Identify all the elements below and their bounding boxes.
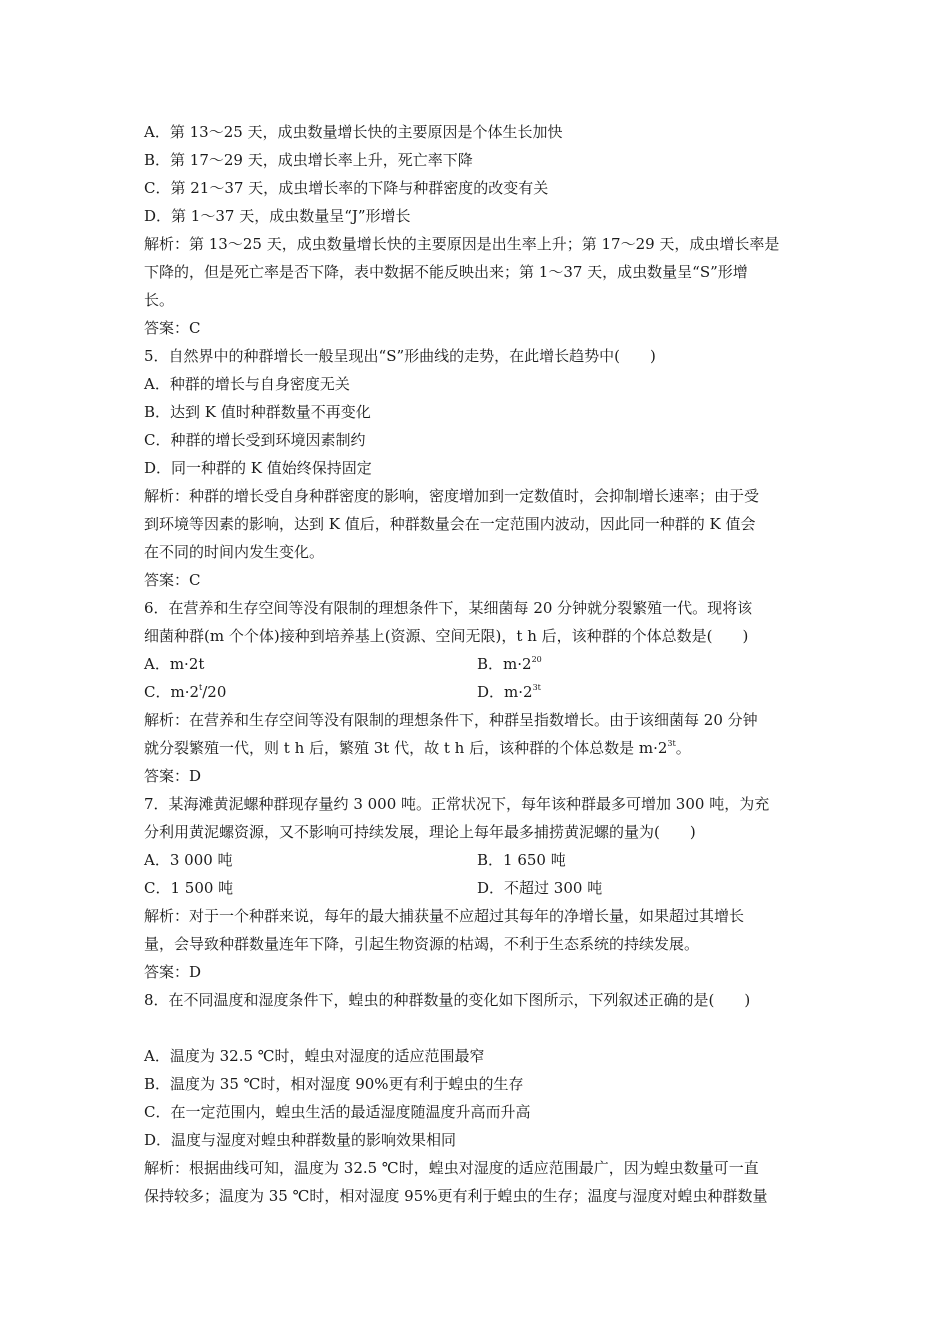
q8-analysis-line: 解析：根据曲线可知，温度为 32.5 ℃时，蝗虫对湿度的适应范围最广，因为蝗虫数量可一直 bbox=[144, 1159, 759, 1177]
q6-answer: 答案：D bbox=[144, 767, 202, 785]
q6-stem-line: 6．在营养和生存空间等没有限制的理想条件下，某细菌每 20 分钟就分裂繁殖一代。现将该 bbox=[144, 599, 753, 617]
q7-option-b: B．1 650 吨 bbox=[477, 851, 566, 869]
q7-stem-line: 分利用黄泥螺资源，又不影响可持续发展，理论上每年最多捕捞黄泥螺的量为( ) bbox=[144, 823, 696, 841]
q4-analysis-line: 长。 bbox=[144, 291, 175, 309]
q5-analysis-line: 在不同的时间内发生变化。 bbox=[144, 543, 325, 561]
q4-option-c: C．第 21～37 天，成虫增长率的下降与种群密度的改变有关 bbox=[144, 179, 549, 197]
q7-option-c: C．1 500 吨 bbox=[144, 879, 234, 897]
q7-option-d: D．不超过 300 吨 bbox=[477, 879, 603, 897]
q6-option-b-exponent: 20 bbox=[531, 655, 542, 664]
q5-option-c: C．种群的增长受到环境因素制约 bbox=[144, 431, 366, 449]
q6-options-row-2 bbox=[144, 678, 810, 706]
q6-option-c-base: C．m·2 bbox=[144, 683, 200, 701]
q7-options-row-2 bbox=[144, 874, 810, 902]
q6-analysis-last-base: 就分裂繁殖一代，则 t h 后，繁殖 3t 代，故 t h 后，该种群的个体总数是 m·2 bbox=[144, 739, 668, 757]
q4-option-b: B．第 17～29 天，成虫增长率上升，死亡率下降 bbox=[144, 151, 473, 169]
q5-option-b: B．达到 K 值时种群数量不再变化 bbox=[144, 403, 371, 421]
q6-analysis-line-last bbox=[144, 734, 810, 762]
q5-answer: 答案：C bbox=[144, 571, 201, 589]
q5-analysis-line: 到环境等因素的影响，达到 K 值后，种群数量会在一定范围内波动，因此同一种群的 K 值会 bbox=[144, 515, 756, 533]
q5-stem: 5．自然界中的种群增长一般呈现出“S”形曲线的走势，在此增长趋势中( ) bbox=[144, 347, 656, 365]
q6-stem-line: 细菌种群(m 个个体)接种到培养基上(资源、空间无限)，t h 后，该种群的个体总数是( ) bbox=[144, 627, 749, 645]
q7-analysis-line: 量，会导致种群数量连年下降，引起生物资源的枯竭，不利于生态系统的持续发展。 bbox=[144, 935, 700, 953]
q5-option-d: D．同一种群的 K 值始终保持固定 bbox=[144, 459, 372, 477]
figure-placeholder bbox=[144, 1014, 810, 1042]
q4-analysis-line: 下降的，但是死亡率是否下降，表中数据不能反映出来；第 1～37 天，成虫数量呈“S”形增 bbox=[144, 263, 748, 281]
q6-option-c-exponent: t bbox=[199, 683, 203, 692]
q4-answer: 答案：C bbox=[144, 319, 201, 337]
q8-option-d: D．温度与湿度对蝗虫种群数量的影响效果相同 bbox=[144, 1131, 457, 1149]
q6-option-a: A．m·2t bbox=[144, 655, 205, 673]
q8-option-a: A．温度为 32.5 ℃时，蝗虫对湿度的适应范围最窄 bbox=[144, 1047, 485, 1065]
q6-option-d-base: D．m·2 bbox=[477, 683, 533, 701]
q7-options-row-1 bbox=[144, 846, 810, 874]
q6-options-row-1 bbox=[144, 650, 810, 678]
q5-analysis-line: 解析：种群的增长受自身种群密度的影响，密度增加到一定数值时，会抑制增长速率；由于受 bbox=[144, 487, 760, 505]
q7-stem-line: 7．某海滩黄泥螺种群现存量约 3 000 吨。正常状况下，每年该种群最多可增加 300 吨，为充 bbox=[144, 795, 770, 813]
q6-option-c-tail: /20 bbox=[202, 683, 227, 701]
q6-option-c bbox=[144, 678, 477, 706]
q6-option-b-base: B．m·2 bbox=[477, 655, 532, 673]
document-page bbox=[144, 118, 810, 1210]
q6-option-d-exponent: 3t bbox=[532, 683, 541, 692]
q6-option-b bbox=[477, 650, 810, 678]
q7-option-a: A．3 000 吨 bbox=[144, 851, 233, 869]
q6-analysis-last-tail: 。 bbox=[675, 739, 691, 757]
q5-option-a: A．种群的增长与自身密度无关 bbox=[144, 375, 350, 393]
q4-analysis-line: 解析：第 13～25 天，成虫数量增长快的主要原因是出生率上升；第 17～29 天，成虫增长率是 bbox=[144, 235, 780, 253]
q6-analysis-exponent: 3t bbox=[667, 739, 676, 748]
q7-analysis-line: 解析：对于一个种群来说，每年的最大捕获量不应超过其每年的净增长量，如果超过其增长 bbox=[144, 907, 745, 925]
q6-option-d bbox=[477, 678, 810, 706]
q7-answer: 答案：D bbox=[144, 963, 202, 981]
q4-option-a: A．第 13～25 天，成虫数量增长快的主要原因是个体生长加快 bbox=[144, 123, 563, 141]
q8-stem: 8．在不同温度和湿度条件下，蝗虫的种群数量的变化如下图所示，下列叙述正确的是( ) bbox=[144, 991, 751, 1009]
q4-option-d: D．第 1～37 天，成虫数量呈“J”形增长 bbox=[144, 207, 411, 225]
q8-analysis-line: 保持较多；温度为 35 ℃时，相对湿度 95%更有利于蝗虫的生存；温度与湿度对蝗虫种群数量 bbox=[144, 1187, 768, 1205]
q8-option-c: C．在一定范围内，蝗虫生活的最适湿度随温度升高而升高 bbox=[144, 1103, 531, 1121]
q6-analysis-line: 解析：在营养和生存空间等没有限制的理想条件下，种群呈指数增长。由于该细菌每 20 分钟 bbox=[144, 711, 758, 729]
q8-option-b: B．温度为 35 ℃时，相对湿度 90%更有利于蝗虫的生存 bbox=[144, 1075, 524, 1093]
